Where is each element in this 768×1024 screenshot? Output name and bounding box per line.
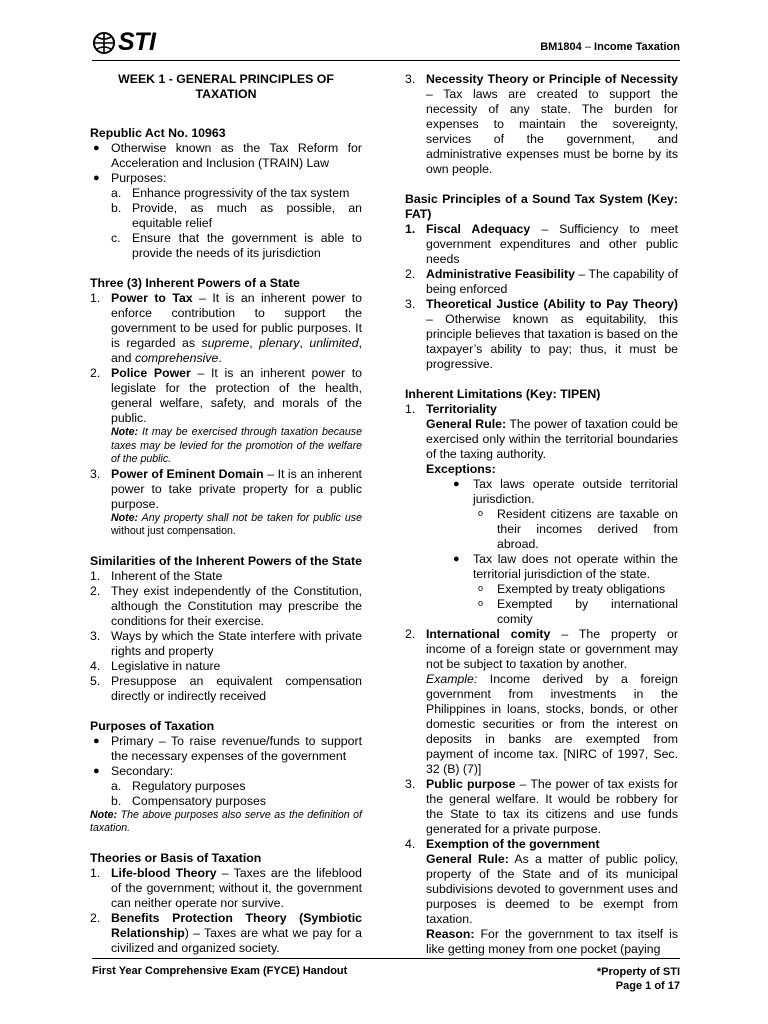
list-item: [90, 186, 362, 201]
item-marker: b.: [111, 793, 122, 808]
note-text: The above purposes also serve as the definition of taxation.: [90, 808, 362, 834]
limitation-3-term: Public purpose: [426, 777, 516, 791]
list-item: 1. Territoriality General Rule: The power of taxation could be exercised only within the territorial boundaries of the taxing authority. Exceptions:: [405, 402, 678, 476]
exceptions-list: [405, 477, 678, 627]
course-separator: –: [581, 41, 595, 53]
exception-1-sub: Resident citizens are taxable on their incomes derived from abroad.: [497, 507, 678, 551]
power-2-note: [111, 426, 362, 467]
note-label: Note:: [111, 426, 139, 438]
exception-2-sub-1: Exempted by treaty obligations: [497, 582, 666, 596]
list-item: 4. Exemption of the government General Rule: As a matter of public policy, property of the State and of its municipal subdivisions devoted to government uses and purposes is deemed to be exempt from taxation. Reason: For the government to tax itself is like getting money from one pocket (paying: [405, 837, 678, 956]
limitations-list: [405, 402, 678, 477]
purpose-c: Ensure that the government is able to provide the needs of its jurisdiction: [132, 231, 362, 260]
limitation-4-reason: [426, 927, 678, 957]
power-1-text: – It is an inherent power to enforce contribution to support the government to be used for public purposes. It is regarded as: [111, 291, 362, 350]
power-1-italic: unlimited: [309, 336, 359, 350]
list-item: ● Otherwise known as the Tax Reform for Acceleration and Inclusion (TRAIN) Law: [93, 141, 362, 170]
rule-text: As a matter of public policy, property of the State and of its municipal subdivisions devoted to government uses and purposes is deemed to be exempt from taxation.: [426, 852, 678, 926]
theory-3-text: – Tax laws are created to support the necessity of any state. The burden for expenses to maintain the sovereignty, services of the government, and administrative expenses must be borne by its own people.: [426, 87, 678, 176]
ra-bullet-2: Purposes:: [111, 171, 167, 185]
exception-2-sub-2: Exempted by international comity: [497, 597, 678, 626]
limitation-2-text: – The property or income of a foreign state or government may not be subject to taxation by another.: [426, 627, 678, 671]
sep: .: [218, 351, 222, 365]
theories-list-continued: [405, 72, 678, 177]
similarity-2: They exist independently of the Constitution, although the Constitution may prescribe the conditions for their exercise.: [111, 583, 362, 628]
list-item: ● Purposes:: [93, 171, 167, 185]
power-3-note: [111, 512, 362, 539]
secondary-b: Compensatory purposes: [132, 793, 266, 808]
power-1-italic: supreme: [201, 336, 250, 350]
exception-1: Tax laws operate outside territorial jurisdiction.: [473, 477, 678, 506]
note-text: It may be exercised through taxation because taxes may be levied for the promotion of the welfare of the public.: [111, 426, 362, 465]
sep: , and: [111, 336, 363, 365]
rule-text: The power of taxation could be exercised only within the territorial boundaries of the taxing authority.: [426, 417, 678, 461]
similarities-title: Similarities of the Inherent Powers of the State: [90, 553, 362, 568]
item-marker: a.: [111, 778, 122, 793]
purpose-secondary: Secondary:: [111, 763, 174, 778]
list-item: o Exempted by treaty obligations: [478, 582, 666, 596]
note-text: Any property shall not be taken for public use: [138, 511, 362, 524]
secondary-a: Regulatory purposes: [132, 778, 246, 793]
limitation-3-text: – The power of tax exists for the general welfare. It would be robbery for the State to tax its citizens and use funds generated for a private purpose.: [426, 777, 678, 836]
fat-list: [405, 222, 678, 372]
list-item: 1. Power to Tax – It is an inherent power to enforce contribution to support the government to be used for public purposes. It is regarded as supreme, plenary, unlimited, and comprehensive.: [90, 291, 363, 365]
note-label: Note:: [90, 808, 118, 821]
item-marker: a.: [111, 186, 122, 200]
power-3-term: Power of Eminent Domain: [111, 466, 264, 481]
sound-tax-title: Basic Principles of a Sound Tax System (Key: FAT): [405, 192, 678, 221]
limitation-2-example: [426, 672, 678, 777]
exception-2: Tax law does not operate within the territorial jurisdiction of the state.: [473, 552, 678, 581]
example-text: Income derived by a foreign government from investments in the Philippines in loans, stocks, bonds, or other domestic securities or from the interest on deposits in banks are exempted from payment of income tax. [NIRC of 1997, Sec. 32 (B) (7)]: [426, 672, 678, 776]
list-item: 2. Administrative Feasibility – The capability of being enforced: [405, 267, 678, 296]
theory-2-term: Benefits Protection Theory (Symbiotic Relationship: [111, 910, 362, 940]
list-item: [90, 779, 362, 794]
footer-handout-title: First Year Comprehensive Exam (FYCE) Handout: [92, 965, 348, 977]
power-3-text: – It is an inherent power to take private property for a public purpose.: [111, 466, 362, 511]
sep: ,: [249, 336, 260, 350]
footer-page-number: Page 1 of 17: [615, 980, 680, 992]
list-item: 1. Life-blood Theory – Taxes are the lifeblood of the government; without it, the government can neither operate nor survive.: [90, 865, 362, 910]
limitations-list-2: [405, 627, 678, 957]
list-item: 2. They exist independently of the Constitution, although the Constitution may prescribe the conditions for their exercise.: [90, 583, 362, 628]
fat-3-term: Theoretical Justice (Ability to Pay Theory): [426, 297, 678, 311]
example-label: Example:: [426, 672, 478, 686]
theory-3-term: Necessity Theory or Principle of Necessity: [426, 72, 678, 86]
purpose-b: Provide, as much as possible, an equitable relief: [132, 201, 362, 230]
list-item: 4. Legislative in nature: [90, 658, 221, 673]
right-column: [405, 72, 678, 957]
power-1-italic: plenary: [259, 336, 300, 350]
limitations-title: Inherent Limitations (Key: TIPEN): [405, 387, 601, 401]
sep: ,: [299, 336, 310, 350]
reason-text: For the government to tax itself is like getting money from one pocket (paying: [426, 927, 678, 956]
course-code: BM1804: [540, 41, 582, 53]
power-1-italic: comprehensive: [134, 351, 219, 365]
footer-property: *Property of STI: [596, 966, 680, 978]
fat-2-term: Administrative Feasibility: [426, 267, 575, 281]
list-item: 1. Inherent of the State: [90, 568, 223, 583]
list-item: [90, 231, 362, 261]
power-2-text: – It is an inherent power to legislate for the protection of the health, general welfare, safety, and morals of the public.: [111, 366, 362, 425]
course-heading: [540, 41, 680, 53]
list-item: 3. Theoretical Justice (Ability to Pay Theory) – Otherwise known as equitability, this principle believes that taxation is based on the taxpayer’s ability to pay; thus, it must be progressive.: [405, 297, 678, 371]
theory-1-text: – Taxes are the lifeblood of the government; without it, the government can neither operate nor survive.: [111, 865, 362, 910]
list-item: 1. Fiscal Adequacy – Sufficiency to meet government expenditures and other public needs: [405, 222, 679, 266]
purpose-a: Enhance progressivity of the tax system: [132, 186, 350, 200]
limitation-1-general-rule: [426, 417, 678, 462]
theories-title: Theories or Basis of Taxation: [90, 850, 262, 865]
list-item: 2. Police Power – It is an inherent power to legislate for the protection of the health, general welfare, safety, and morals of the public. Note: It may be exercised through taxation because taxes may be levied for the promotion of the welfare of the public.: [90, 366, 362, 465]
list-item: 5. Presuppose an equivalent compensation directly or indirectly received: [90, 673, 362, 703]
list-item: 3. Necessity Theory or Principle of Necessity – Tax laws are created to support the necessity of any state. The burden for expenses to maintain the sovereignty, services of the government, and administrative expenses must be borne by its own people.: [405, 72, 678, 176]
item-marker: c.: [111, 231, 121, 245]
reason-label: Reason:: [426, 927, 475, 941]
list-item: 3. Public purpose – The power of tax exists for the general welfare. It would be robbery for the State to tax its citizens and use funds generated for a private purpose.: [405, 777, 678, 836]
purpose-primary: Primary – To raise revenue/funds to support the necessary expenses of the government: [111, 733, 362, 763]
list-item: 2. International comity – The property or income of a foreign state or government may not be subject to taxation by another. Example: Income derived by a foreign government from investments in the Philippines in loans, stocks, bonds, or other domestic securities or from the interest on deposits in banks are exempted from payment of income tax. [NIRC of 1997, Sec. 32 (B) (7)]: [405, 627, 678, 776]
page-footer: [92, 958, 680, 992]
rule-label: General Rule:: [426, 852, 509, 866]
theories-list: [90, 866, 362, 956]
theory-2-text: ) – Taxes are what we pay for a civilized and organized society.: [111, 925, 362, 955]
similarity-5: Presuppose an equivalent compensation directly or indirectly received: [111, 673, 362, 703]
limitation-1-exceptions-label: [426, 462, 678, 477]
limitation-4-term: Exemption of the government: [426, 837, 600, 851]
ra-list: [90, 141, 362, 261]
globe-icon: [92, 31, 116, 55]
ra-title: Republic Act No. 10963: [90, 126, 226, 140]
note-label: Note:: [111, 511, 139, 524]
list-item: o Resident citizens are taxable on their incomes derived from abroad.: [478, 507, 678, 551]
page-header: [92, 28, 680, 61]
list-item: [90, 794, 362, 809]
sti-logo: [92, 28, 155, 57]
similarity-1: Inherent of the State: [111, 568, 223, 583]
power-1-term: Power to Tax: [111, 291, 193, 305]
powers-list: [90, 291, 362, 539]
fat-1-term: Fiscal Adequacy: [426, 222, 531, 236]
list-item: ● Secondary:: [93, 763, 174, 778]
list-item: [90, 201, 362, 231]
left-column: [90, 72, 362, 956]
logo-text: STI: [118, 28, 156, 56]
list-item: ● Tax laws operate outside territorial jurisdiction.: [453, 477, 678, 506]
exceptions-label: Exceptions:: [426, 462, 496, 476]
powers-title: Three (3) Inherent Powers of a State: [90, 276, 300, 290]
list-item: ● Primary – To raise revenue/funds to support the necessary expenses of the government: [93, 733, 362, 763]
fat-2-text: – The capability of being enforced: [426, 267, 678, 296]
limitation-2-term: International comity: [426, 627, 551, 641]
limitation-1-term: Territoriality: [426, 402, 497, 416]
purposes-list: [90, 734, 362, 809]
course-title: Income Taxation: [594, 41, 680, 53]
week-title: WEEK 1 - GENERAL PRINCIPLES OF TAXATION: [118, 72, 334, 101]
power-2-term: Police Power: [111, 366, 191, 380]
item-marker: b.: [111, 201, 122, 215]
limitation-4-general-rule: [426, 852, 678, 927]
fat-1-text: – Sufficiency to meet government expenditures and other public needs: [426, 222, 679, 266]
similarity-4: Legislative in nature: [111, 658, 221, 673]
note-text-end: without just compensation.: [111, 525, 236, 537]
list-item: o Exempted by international comity: [478, 597, 678, 626]
list-item: ● Tax law does not operate within the territorial jurisdiction of the state.: [453, 552, 678, 581]
list-item: 3. Power of Eminent Domain – It is an inherent power to take private property for a public purpose. Note: Any property shall not be taken for public use without just compensation.: [90, 466, 362, 537]
list-item: 3. Ways by which the State interfere with private rights and property: [90, 628, 362, 658]
similarity-3: Ways by which the State interfere with private rights and property: [111, 628, 362, 658]
list-item: 2. Benefits Protection Theory (Symbiotic Relationship) – Taxes are what we pay for a civilized and organized society.: [90, 910, 362, 955]
rule-label: General Rule:: [426, 417, 507, 431]
footer-right: [597, 965, 680, 993]
theory-1-term: Life-blood Theory: [111, 865, 217, 880]
similarities-list: [90, 569, 362, 704]
ra-bullet-1: Otherwise known as the Tax Reform for Acceleration and Inclusion (TRAIN) Law: [111, 141, 362, 170]
purposes-note: [90, 809, 362, 836]
purposes-title: Purposes of Taxation: [90, 718, 215, 733]
fat-3-text: – Otherwise known as equitability, this principle believes that taxation is based on the taxpayer’s ability to pay; thus, it must be progressive.: [426, 312, 678, 371]
